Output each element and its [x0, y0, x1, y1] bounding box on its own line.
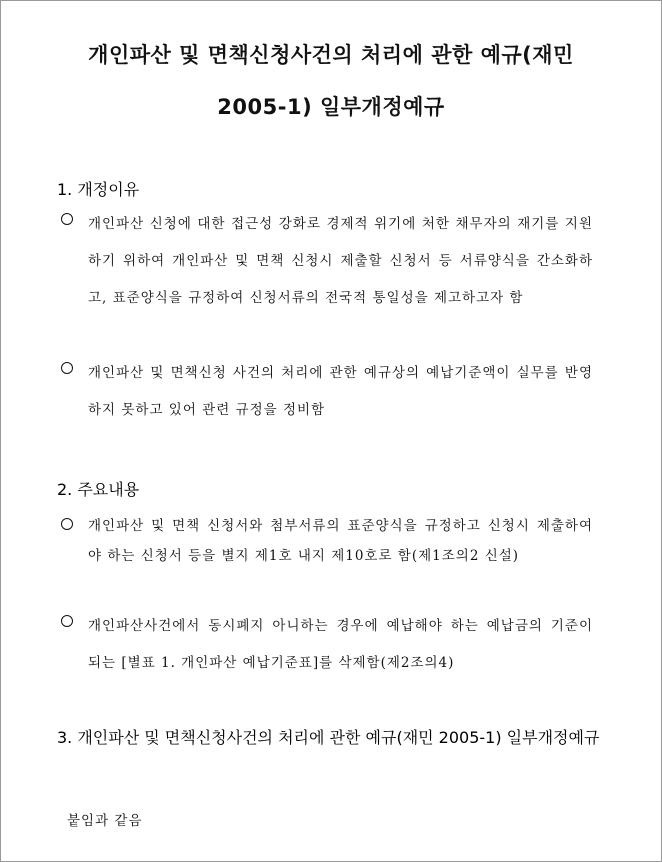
circle-bullet-icon — [61, 615, 73, 627]
section-1-bullet-1 — [61, 206, 593, 317]
section-2-bullet-1 — [61, 511, 593, 571]
section-2-bullet-2-text: 개인파산사건에서 동시폐지 아니하는 경우에 예납해야 하는 예납금의 기준이 되는 [별표 1. 개인파산 예납기준표]를 삭제함(제2조의4) — [88, 618, 593, 671]
section-2-bullet-1-text: 개인파산 및 면책 신청서와 첨부서류의 표준양식을 규정하고 신청시 제출하여야 하는 신청서 등을 별지 제1호 내지 제10호로 함(제1조의2 신설) — [88, 518, 593, 564]
circle-bullet-icon — [61, 213, 73, 225]
section-3-heading: 3. 개인파산 및 면책신청사건의 처리에 관한 예규(재민 2005-1) 일부개정예규 — [57, 728, 600, 747]
section-1-bullet-2-text: 개인파산 및 면책신청 사건의 처리에 관한 예규상의 예납기준액이 실무를 반영하지 못하고 있어 관련 규정을 정비함 — [88, 365, 593, 418]
section-2-bullet-2 — [61, 608, 593, 682]
document-title-line-2: 2005-1) 일부개정예규 — [217, 95, 445, 119]
section-3-text: 붙임과 같음 — [67, 813, 143, 829]
circle-bullet-icon — [61, 518, 73, 530]
section-1-bullet-1-text: 개인파산 신청에 대한 접근성 강화로 경제적 위기에 처한 채무자의 재기를 지원하기 위하여 개인파산 및 면책 신청시 제출할 신청서 등 서류양식을 간소화하고, 표준양식을 규정하여 신청서류의 전국적 통일성을 제고하고자 함 — [88, 216, 593, 306]
section-1-bullet-2 — [61, 355, 593, 429]
circle-bullet-icon — [61, 362, 73, 374]
document-title-line-1: 개인파산 및 면책신청사건의 처리에 관한 예규(재민 — [88, 43, 574, 67]
section-1-heading: 1. 개정이유 — [57, 180, 140, 199]
section-2-heading: 2. 주요내용 — [57, 480, 140, 499]
